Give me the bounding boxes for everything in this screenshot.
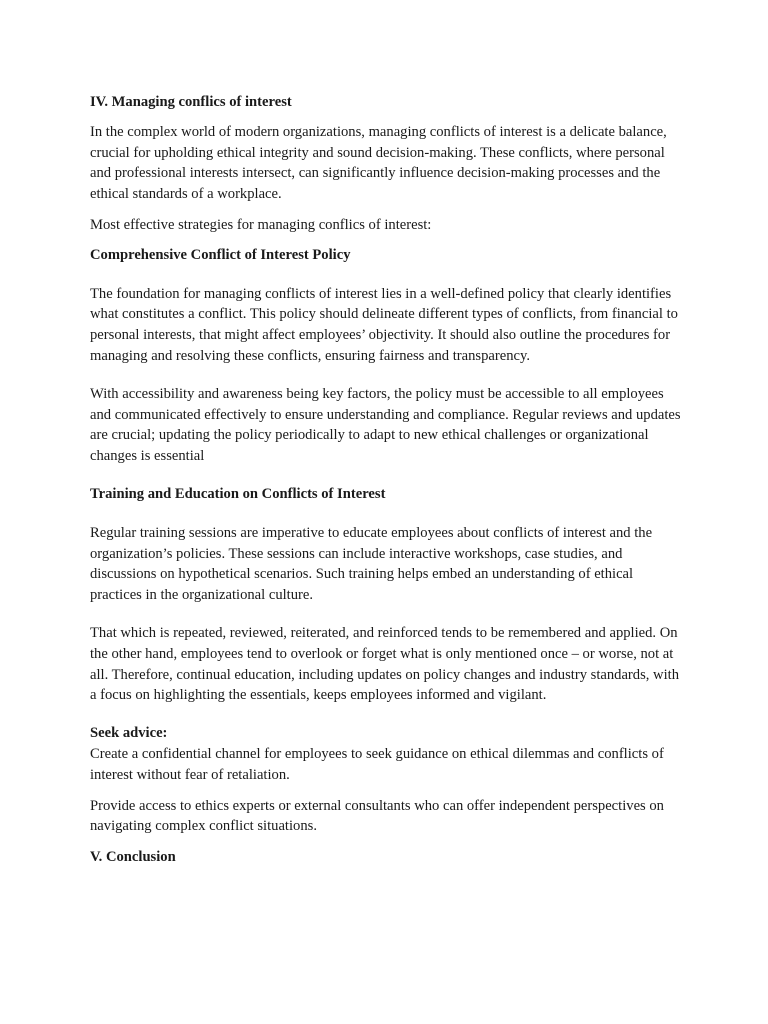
training-paragraph-1: Regular training sessions are imperative to educate employees about conflicts of interest and the organization’s policies. These sessions can include interactive workshops, case studies, and discussions on hypothetical scenarios. Such training helps embed an understanding of ethical practices in the organizational culture. bbox=[90, 524, 653, 604]
policy-heading: Comprehensive Conflict of Interest Policy bbox=[90, 246, 351, 263]
strategies-lead-in: Most effective strategies for managing conflics of interest: bbox=[90, 216, 432, 233]
policy-paragraph-1: The foundation for managing conflicts of interest lies in a well-defined policy that clearly identifies what constitutes a conflict. This policy should delineate different types of conflicts, from financial to personal interests, that might affect employees’ objectivity. It should also outline the procedures for managing and resolving these conflicts, ensuring fairness and transparency. bbox=[90, 285, 678, 364]
section-v-heading: V. Conclusion bbox=[90, 849, 176, 866]
policy-paragraph-2: With accessibility and awareness being key factors, the policy must be accessible to all employees and communicated effectively to ensure understanding and compliance. Regular reviews and updates are crucial; updating the policy periodically to adapt to new ethical challenges or organizational changes is essential bbox=[90, 385, 681, 465]
advice-heading: Seek advice: bbox=[90, 725, 168, 742]
section-iv-heading: IV. Managing conflics of interest bbox=[90, 94, 292, 110]
advice-paragraph-1: Create a confidential channel for employees to seek guidance on ethical dilemmas and conflicts of interest without fear of retaliation. bbox=[90, 745, 664, 783]
document-body bbox=[90, 92, 686, 868]
advice-paragraph-2: Provide access to ethics experts or external consultants who can offer independent perspectives on navigating complex conflict situations. bbox=[90, 797, 664, 835]
training-heading: Training and Education on Conflicts of Interest bbox=[90, 485, 386, 502]
intro-paragraph: In the complex world of modern organizations, managing conflicts of interest is a delicate balance, crucial for upholding ethical integrity and sound decision-making. These conflicts, where personal and professional interests intersect, can significantly influence decision-making processes and the ethical standards of a workplace. bbox=[90, 123, 667, 203]
training-paragraph-2: That which is repeated, reviewed, reiterated, and reinforced tends to be remembered and applied. On the other hand, employees tend to overlook or forget what is only mentioned once – or worse, not at all. Therefore, continual education, including updates on policy changes and industry standards, with a focus on highlighting the essentials, keeps employees informed and vigilant. bbox=[90, 624, 680, 704]
